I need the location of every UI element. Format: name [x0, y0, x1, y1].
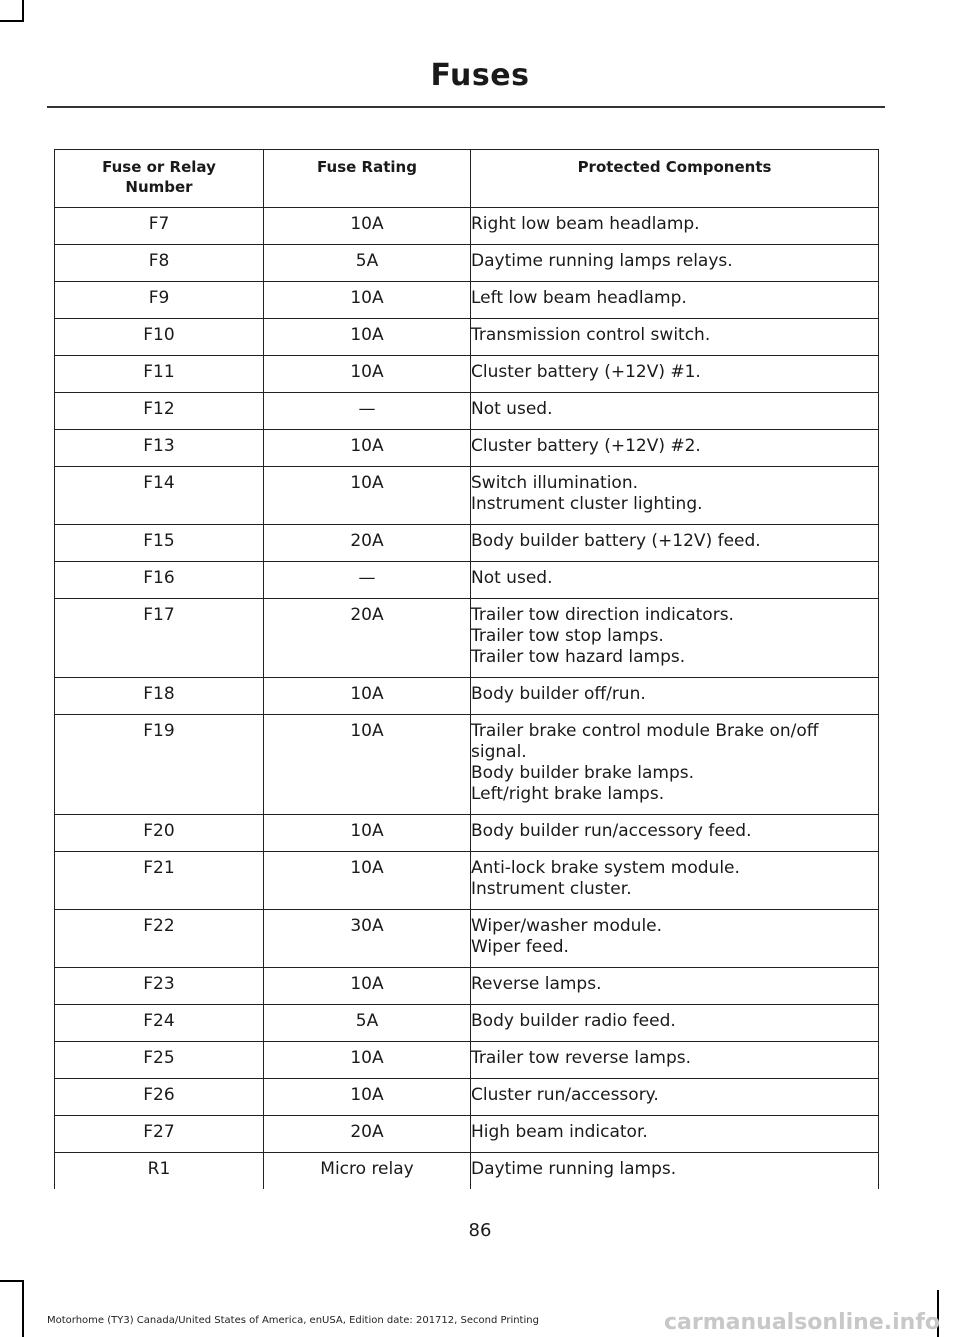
table-row — [55, 282, 879, 319]
fuse-rating: 30A — [264, 910, 471, 968]
header-line: Number — [125, 178, 193, 196]
fuse-number: F7 — [55, 208, 264, 245]
fuse-rating: — — [264, 393, 471, 430]
fuse-number: F15 — [55, 525, 264, 562]
component-line: Reverse lamps. — [471, 974, 602, 994]
component-line: Body builder off/run. — [471, 684, 646, 704]
fuse-rating: 10A — [264, 678, 471, 715]
fuse-rating: 10A — [264, 852, 471, 910]
table-row — [55, 525, 879, 562]
component-line: Instrument cluster. — [471, 879, 632, 899]
component-line: Trailer tow stop lamps. — [471, 626, 664, 646]
protected-components — [471, 1153, 879, 1190]
table-body — [55, 208, 879, 1190]
fuse-rating: 5A — [264, 1005, 471, 1042]
fuse-rating: 10A — [264, 208, 471, 245]
table-row — [55, 319, 879, 356]
table-row — [55, 208, 879, 245]
protected-components — [471, 467, 879, 525]
crop-mark — [0, 1280, 22, 1282]
table-row — [55, 715, 879, 815]
table-row — [55, 467, 879, 525]
fuse-rating: 5A — [264, 245, 471, 282]
component-line: Trailer tow reverse lamps. — [471, 1048, 692, 1068]
fuse-rating: — — [264, 562, 471, 599]
protected-components — [471, 678, 879, 715]
protected-components — [471, 599, 879, 678]
page-number: 86 — [468, 1220, 492, 1241]
protected-components — [471, 208, 879, 245]
fuse-rating: 10A — [264, 715, 471, 815]
component-line: Daytime running lamps. — [471, 1159, 677, 1179]
fuse-number: F20 — [55, 815, 264, 852]
header-protected-components: Protected Components — [471, 150, 879, 208]
component-line: Trailer brake control module Brake on/off signal. — [471, 721, 819, 762]
fuse-rating: 10A — [264, 1042, 471, 1079]
fuse-table — [54, 149, 879, 1189]
fuse-number: F10 — [55, 319, 264, 356]
fuse-number: F12 — [55, 393, 264, 430]
fuse-number: F14 — [55, 467, 264, 525]
header-line: Fuse or Relay — [102, 158, 216, 176]
protected-components — [471, 715, 879, 815]
table-row — [55, 1079, 879, 1116]
component-line: Switch illumination. — [471, 473, 638, 493]
fuse-number: F8 — [55, 245, 264, 282]
header-fuse-number — [55, 150, 264, 208]
component-line: Instrument cluster lighting. — [471, 494, 703, 514]
protected-components — [471, 319, 879, 356]
fuse-rating: 10A — [264, 356, 471, 393]
component-line: Right low beam headlamp. — [471, 214, 700, 234]
component-line: Cluster battery (+12V) #2. — [471, 436, 701, 456]
fuse-rating: 10A — [264, 1079, 471, 1116]
fuse-number: F17 — [55, 599, 264, 678]
fuse-number: F13 — [55, 430, 264, 467]
protected-components — [471, 910, 879, 968]
fuse-rating: 20A — [264, 525, 471, 562]
table-row — [55, 393, 879, 430]
footer-text: Motorhome (TY3) Canada/United States of America, enUSA, Edition date: 201712, Second Printing — [47, 1315, 539, 1326]
component-line: Body builder brake lamps. — [471, 763, 695, 783]
protected-components — [471, 1116, 879, 1153]
protected-components — [471, 1005, 879, 1042]
table-row — [55, 562, 879, 599]
table-header-row — [55, 150, 879, 208]
fuse-number: F22 — [55, 910, 264, 968]
fuse-number: F21 — [55, 852, 264, 910]
page-title: Fuses — [430, 58, 530, 93]
fuse-number: F16 — [55, 562, 264, 599]
protected-components — [471, 852, 879, 910]
title-divider — [47, 106, 885, 108]
fuse-number: F24 — [55, 1005, 264, 1042]
crop-mark — [22, 0, 24, 22]
fuse-number: F27 — [55, 1116, 264, 1153]
component-line: Wiper/washer module. — [471, 916, 663, 936]
protected-components — [471, 430, 879, 467]
fuse-number: R1 — [55, 1153, 264, 1190]
protected-components — [471, 1042, 879, 1079]
protected-components — [471, 282, 879, 319]
protected-components — [471, 393, 879, 430]
crop-mark — [0, 20, 22, 22]
watermark: carmanualsonline.info — [664, 1310, 940, 1335]
component-line: Trailer tow direction indicators. — [471, 605, 734, 625]
protected-components — [471, 525, 879, 562]
table-row — [55, 1042, 879, 1079]
table-row — [55, 356, 879, 393]
table-row — [55, 815, 879, 852]
component-line: Cluster run/accessory. — [471, 1085, 659, 1105]
table-row — [55, 1005, 879, 1042]
table-row — [55, 430, 879, 467]
protected-components — [471, 245, 879, 282]
component-line: Not used. — [471, 399, 553, 419]
protected-components — [471, 815, 879, 852]
component-line: Anti-lock brake system module. — [471, 858, 740, 878]
component-line: Wiper feed. — [471, 937, 569, 957]
fuse-number: F25 — [55, 1042, 264, 1079]
protected-components — [471, 356, 879, 393]
fuse-rating: 10A — [264, 968, 471, 1005]
fuse-number: F19 — [55, 715, 264, 815]
crop-mark — [22, 1280, 24, 1337]
table-row — [55, 968, 879, 1005]
protected-components — [471, 562, 879, 599]
protected-components — [471, 1079, 879, 1116]
table-row — [55, 910, 879, 968]
fuse-rating: 10A — [264, 430, 471, 467]
fuse-rating: 10A — [264, 282, 471, 319]
fuse-number: F11 — [55, 356, 264, 393]
fuse-rating: 20A — [264, 599, 471, 678]
fuse-number: F23 — [55, 968, 264, 1005]
table-row — [55, 1116, 879, 1153]
component-line: Transmission control switch. — [471, 325, 711, 345]
component-line: Trailer tow hazard lamps. — [471, 647, 686, 667]
protected-components — [471, 968, 879, 1005]
table-row — [55, 852, 879, 910]
component-line: Daytime running lamps relays. — [471, 251, 733, 271]
component-line: Body builder radio feed. — [471, 1011, 676, 1031]
table-row — [55, 678, 879, 715]
fuse-rating: 10A — [264, 319, 471, 356]
component-line: Left/right brake lamps. — [471, 784, 665, 804]
component-line: High beam indicator. — [471, 1122, 648, 1142]
fuse-rating: Micro relay — [264, 1153, 471, 1190]
table-row — [55, 599, 879, 678]
fuse-rating: 10A — [264, 467, 471, 525]
table-row — [55, 245, 879, 282]
fuse-number: F26 — [55, 1079, 264, 1116]
fuse-rating: 10A — [264, 815, 471, 852]
component-line: Body builder battery (+12V) feed. — [471, 531, 761, 551]
fuse-number: F9 — [55, 282, 264, 319]
header-fuse-rating: Fuse Rating — [264, 150, 471, 208]
component-line: Cluster battery (+12V) #1. — [471, 362, 701, 382]
fuse-number: F18 — [55, 678, 264, 715]
component-line: Body builder run/accessory feed. — [471, 821, 752, 841]
component-line: Left low beam headlamp. — [471, 288, 687, 308]
fuse-rating: 20A — [264, 1116, 471, 1153]
table-row — [55, 1153, 879, 1190]
component-line: Not used. — [471, 568, 553, 588]
